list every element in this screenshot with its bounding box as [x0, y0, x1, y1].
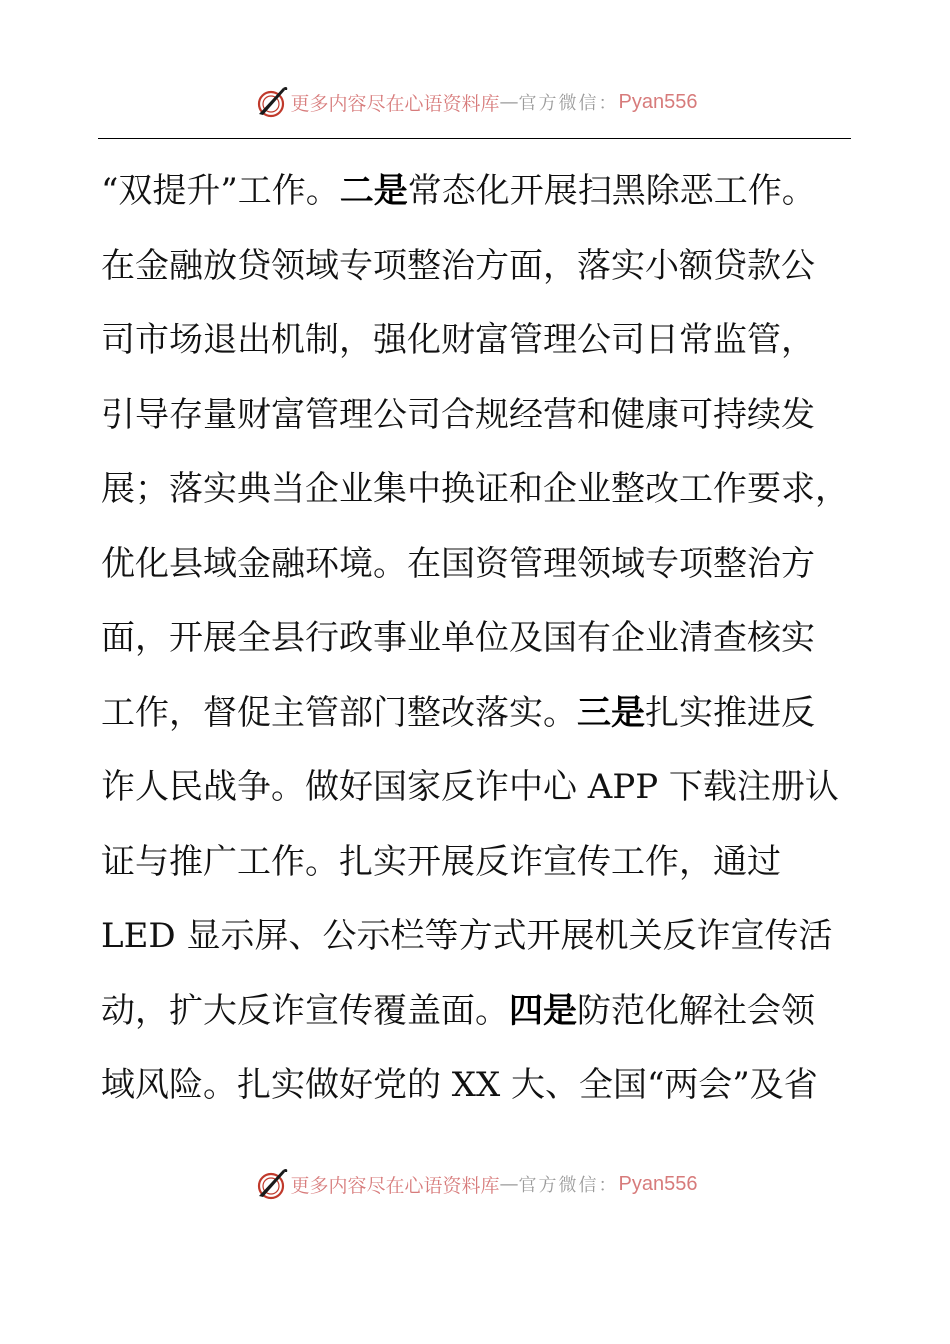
quill-seal-icon	[253, 1166, 289, 1202]
emphasis-label: 三是	[577, 692, 645, 733]
footer-wechat-id: Pyan556	[618, 1172, 698, 1195]
footer-brand	[0, 1162, 950, 1206]
emphasis-label: 二是	[339, 171, 408, 211]
text-line: 动，扩大反诈宣传覆盖面。四是防范化解社会领	[101, 990, 815, 1031]
text-line: 工作，督促主管部门整改落实。三是扎实推进反	[101, 692, 815, 733]
header-brand	[0, 80, 950, 124]
text-line: “双提升”工作。二是常态化开展扫黑除恶工作。	[101, 171, 816, 211]
header-wechat-id: Pyan556	[618, 90, 698, 113]
footer-tagline: 更多内容尽在心语资料库	[290, 1174, 500, 1197]
footer-separator: —	[499, 1173, 519, 1195]
text-line: 证与推广工作。扎实开展反诈宣传工作，通过	[101, 841, 781, 882]
text-line: 司市场退出机制，强化财富管理公司日常监管，	[101, 320, 815, 360]
quill-seal-icon	[253, 84, 289, 120]
emphasis-label: 四是	[509, 990, 577, 1031]
text-line: LED 显示屏、公示栏等方式开展机关反诈宣传活	[101, 916, 833, 956]
text-line: 引导存量财富管理公司合规经营和健康可持续发	[101, 394, 815, 435]
text-line: 域风险。扎实做好党的 XX 大、全国“两会”及省	[101, 1065, 818, 1105]
footer-wechat-label: 官方微信：	[518, 1175, 619, 1196]
text-line: 优化县域金融环境。在国资管理领域专项整治方	[101, 543, 815, 584]
text-line: 展；落实典当企业集中换证和企业整改工作要求，	[101, 469, 849, 509]
text-line: 诈人民战争。做好国家反诈中心 APP 下载注册认	[101, 767, 839, 807]
header-divider	[98, 138, 851, 139]
header-separator: —	[499, 91, 519, 113]
header-tagline: 更多内容尽在心语资料库	[290, 92, 500, 115]
text-line: 在金融放贷领域专项整治方面，落实小额贷款公	[101, 245, 815, 286]
document-body	[101, 154, 861, 1123]
text-line: 面，开展全县行政事业单位及国有企业清查核实	[101, 618, 815, 658]
header-wechat-label: 官方微信：	[518, 93, 619, 114]
